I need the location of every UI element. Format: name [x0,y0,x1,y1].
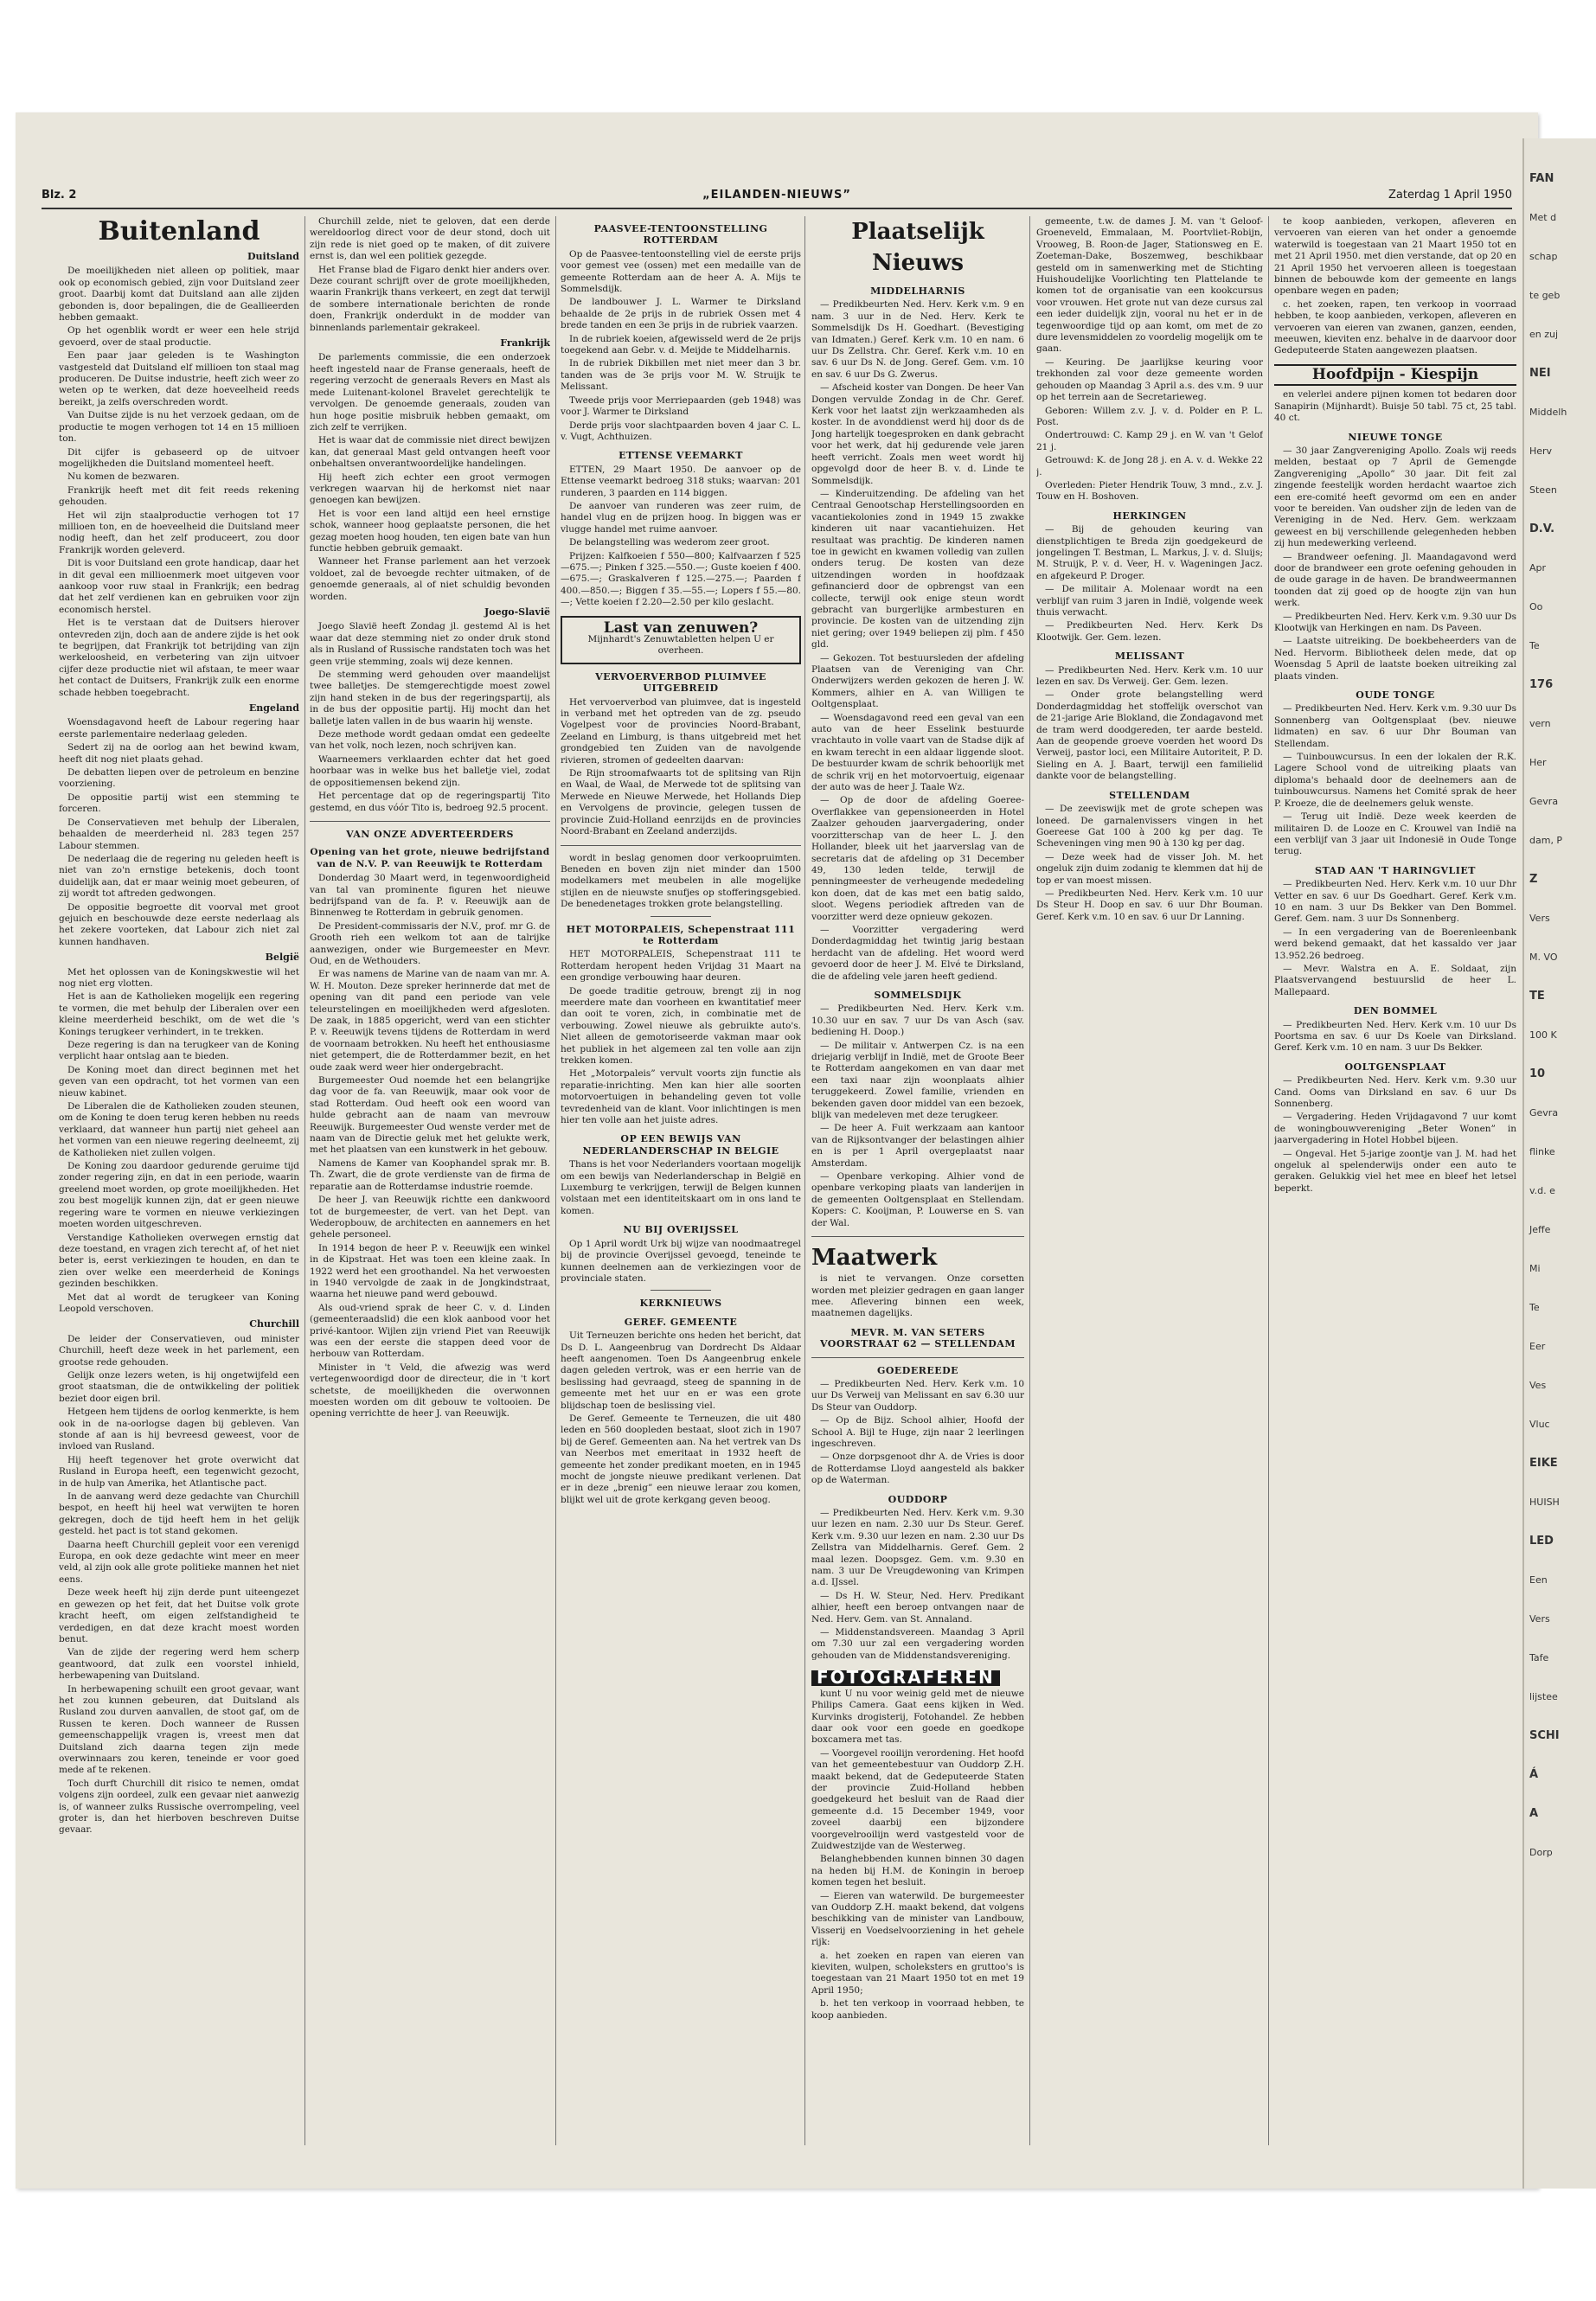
paragraph: In de rubriek Dikbillen met niet meer dan 3 br. tanden was de 3e prijs voor M. W. Struijk te Melissant. [561,358,801,393]
paragraph: Een paar jaar geleden is te Washington vastgesteld dat Duitsland elf millioen ton staal mag produceren. De Duitse industrie, heeft zich weer zo weten op te werken, dat deze hoeveelheid reeds bereikt, ja zelfs overschreden wordt. [59,350,299,407]
paragraph: Het is aan de Katholieken mogelijk een regering te vormen, die met behulp der Liberalen over een kleine meerderheid beschikt, om de wet die 's Konings terugkeer verhindert, in te trekken. [59,991,299,1037]
paragraph: De Koning moet dan direct beginnen met het geven van een opdracht, tot het vormen van een nieuw kabinet. [59,1064,299,1099]
adjacent-page-fragment: SCHI [1529,1729,1560,1742]
paragraph: — Predikbeurten Ned. Herv. Kerk Ds Klootwijk. Ger. Gem. lezen. [1036,620,1263,643]
page-number: Blz. 2 [42,189,77,202]
ad-address: MEVR. M. VAN SETERS VOORSTRAAT 62 — STELLENDAM [819,1326,1016,1350]
paragraph: Prijzen: Kalfkoeien f 550—800; Kalfvaarzen f 525—675.—; Pinken f 325.—550.—; Guste koeien f 400.—675.—; Graskalveren f 125.—275.—; Paarden f 400.—850.—; Biggen f 35.—55.—; Lopers f 55.—80.—; Vette koeien f 2.20—2.50 per kilo geslacht. [561,550,801,608]
adjacent-page-fragment: Vers [1529,1613,1550,1625]
article-frankrijk [310,352,550,603]
paragraph: — Predikbeurten Ned. Herv. Kerk v.m. 9.30 uur Ds Klootwijk van Herkingen en nam. Ds Paveen. [1274,611,1516,633]
paragraph: — 30 jaar Zangvereniging Apollo. Zoals wij reeds melden, bestaat op 7 April de Gemengde Zangvereniging „Apollo” 30 jaar. Dit feit zal zingende feestelijk worden herdacht waartoe zich een ere-comité heeft gevormd om een en ander voor te bereiden. Van oudsher zijn de leden van de Vereniging in de Ned. Herv. Gem. werkzaam geweest en bij verschillende gelegenheden hebben zij hun medewerking verleend. [1274,445,1516,549]
column-rule [304,216,305,2145]
paragraph: Belanghebbenden kunnen binnen 30 dagen na heden bij H.M. de Koningin in beroep komen tegen het besluit. [811,1854,1024,1888]
ad-text: Mijnhardt's Zenuwtabletten helpen U er overheen. [587,634,774,657]
subheading-frankrijk: Frankrijk [500,337,550,349]
paragraph: — Predikbeurten Ned. Herv. Kerk v.m. 10.30 uur en sav. 7 uur Ds van Asch (sav. bediening H. Doop.) [811,1003,1024,1038]
paragraph: Met het oplossen van de Koningskwestie wil het nog niet erg vlotten. [59,966,299,989]
paragraph: De Koning zou daardoor gedurende geruime tijd zonder regering zijn, en dat in een periode, waarin greelend moet worden, op grote moeilijkheden. Het zou best mogelijk kunnen zijn, dat er geen nieuwe regering ware te vormen en nieuwe verkiezingen moeten worden uitgeschreven. [59,1161,299,1230]
paragraph: Het is te verstaan dat de Duitsers hierover ontevreden zijn, doch aan de andere zijde is het ook te begrijpen, dat Frankrijk tot betrijding van zijn werkeloosheid, en verbetering van zijn uitvoer cijfer deze productie niet wil afstaan, te meer waar het contact de Duitsers, Frankrijk zulk een enorme schade hebben toegebracht. [59,618,299,698]
adjacent-page-fragment: Met d [1529,212,1557,223]
paragraph: — In een vergadering van de Boerenleenbank werd bekend gemaakt, dat het kassaldo ver jaar 13.952.26 bedroeg. [1274,926,1516,961]
paragraph: De Conservatieven met behulp der Liberalen, behaalden de meerderheid nl. 283 tegen 257 Labour stemmen. [59,817,299,851]
paragraph: — Eieren van waterwild. De burgemeester van Ouddorp Z.H. maakt bekend, dat volgens beschikking van de minister van Landbouw, Visserij en Voedselvoorziening in het gehele rijk: [811,1890,1024,1948]
paragraph: Hetgeen hem tijdens de oorlog kenmerkte, is hem ook in de na-oorlogse dagen bij gebleven. Van stonde af aan is hij bevreesd geweest, voor de invloed van Rusland. [59,1407,299,1452]
paragraph: — De militair v. Antwerpen Cz. is na een driejarig verblijf in Indië, met de Groote Beer te Rotterdam aangekomen en van daar met een taxi naar zijn woonplaats alhier teruggekeerd. Zowel familie, vrienden en bekenden gaven door middel van een bezoek, blijk van medeleven met deze terugkeer. [811,1040,1024,1121]
adjacent-page-fragment: Vers [1529,913,1550,924]
paragraph: Verstandige Katholieken overwegen ernstig dat deze toestand, en vragen zich terecht af, of het niet beter is, eerst verkiezingen te houden, en dan te zien over welke een meerderheid de Konings gezinden beschikken. [59,1232,299,1290]
paragraph: — Keuring. De jaarlijkse keuring voor trekhonden zal voor deze gemeente worden gehouden op Maandag 3 April a.s. des v.m. 9 uur op het terrein aan de Secretarieweg. [1036,356,1263,403]
subheading-joego-slavie: Joego-Slavië [484,606,550,618]
paragraph: De belangstelling was wederom zeer groot. [569,537,770,548]
paragraph: Tweede prijs voor Merriepaarden (geb 1948) was voor J. Warmer te Dirksland [561,394,801,418]
paragraph: In 1914 begon de heer P. v. Reeuwijk een winkel in de Kipstraat. Het was toen een kleine zaak. In 1922 werd het een groothandel. Na het verwoesten in 1940 vervolgde de zaak in de Jongkindstraat, waarna het nieuwe pand werd gebouwd. [310,1242,550,1300]
adjacent-page-fragment: vern [1529,718,1551,729]
paragraph: De Geref. Gemeente te Terneuzen, die uit 480 leden en 560 doopleden bestaat, sloot zich in 1907 bij de Geref. Gemeenten aan. Na het vertrek van Ds van Neerbos met emeritaat in 1932 heeft de gemeente het zonder predikant moeten, en in 1945 mocht de jongste nieuwe predikant verlenen. Dat er in deze „brenig” een nieuwe leraar zou komen, blijkt wel uit de grote kerkgang geven beoog. [561,1413,801,1505]
town-goedereede: GOEDEREEDE [876,1364,959,1376]
headline-overijssel: NU BIJ OVERIJSSEL [623,1224,739,1236]
paragraph: In de aanvang werd deze gedachte van Churchill bespot, en heeft hij heel wat verwijten te horen gekregen, doch de tijd heeft hem in het gelijk gesteld. het pact is tot stand gekomen. [59,1491,299,1537]
divider [561,845,801,846]
paragraph: Van Duitse zijde is nu het verzoek gedaan, om de productie te mogen verhogen tot 14 en 15 millioen ton. [59,410,299,445]
town-melissant: MELISSANT [1114,651,1185,663]
newspaper-page [16,112,1538,2189]
paragraph: — Predikbeurten Ned. Herv. Kerk v.m. 9.30 uur Ds Sonnenberg van Ooltgensplaat (bev. nieuwe lidmaten) en sav. 6 uur Dhr Bouman van Stellendam. [1274,703,1516,749]
paragraph: Op het ogenblik wordt er weer een hele strijd gevoerd, over de staal productie. [59,325,299,348]
paragraph: — Predikbeurten Ned. Herv. Kerk v.m. 10 uur Ds Poortsma en sav. 6 uur Ds Koele van Dirksland. Geref. Kerk v.m. 10 en nam. 3 uur Ds Bekker. [1274,1019,1516,1054]
headline-vervoerverbod: VERVOERVERBOD PLUIMVEE UITGEBREID [595,670,766,695]
paragraph: Waarneemers verklaarden echter dat het goed hoorbaar was in welke bus het balletje viel, zodat de oppositiemensen bekend zijn. [310,753,550,788]
adjacent-page-fragment: dam, P [1529,835,1563,846]
adjacent-page-fragment: lijstee [1529,1691,1558,1702]
paragraph: Joego Slavië heeft Zondag jl. gestemd Al is het waar dat deze stemming niet zo onder druk stond als in Rusland of Russische randstaten toch was het geen vrije stemming, zoals wij deze kennen. [310,621,550,667]
town-ouddorp: OUDDORP [888,1493,948,1505]
article-duitsland [59,266,299,699]
subheadline-geref-gemeente: GEREF. GEMEENTE [624,1316,738,1328]
paragraph: Op de Paasvee-tentoonstelling viel de eerste prijs voor gemest vee (ossen) met een medaille van de gemeente Rotterdam aan de heer A. A. Mijs te Sommelsdijk. [561,248,801,295]
town-stellendam: STELLENDAM [1109,789,1190,801]
paragraph: — De heer A. Fuit werkzaam aan kantoor van de Rijksontvanger der belastingen alhier en is per 1 April overgeplaatst naar Amsterdam. [811,1123,1024,1169]
paragraph: Het wil zijn staalproductie verhogen tot 17 millioen ton, en de hoeveelheid die Duitsland meer nodig heeft, dan het zelf produceert, zou door Frankrijk worden geleverd. [59,510,299,555]
paragraph: Met dat al wordt de terugkeer van Koning Leopold verschoven. [59,1292,299,1314]
paragraph: HET MOTORPALEIS, Schepenstraat 111 te Rotterdam heropent heden Vrijdag 31 Maart na een grondige verbouwing haar deuren. [561,949,801,984]
paragraph: — De militair A. Molenaar wordt na een verblijf van ruim 3 jaren in Indië, volgende week thuis verwacht. [1036,584,1263,618]
article-engeland [59,717,299,948]
paragraph: b. het ten verkoop in voorraad hebben, te koop aanbieden. [811,1998,1024,2021]
paragraph: Als oud-vriend sprak de heer C. v. d. Linden (gemeenteraadslid) die een klok aanbood voor het privé-kantoor. Wijlen zijn vriend Piet van Reeuwijk was een der eerste die stappen deed voor de herbouw van Rotterdam. [310,1302,550,1360]
paragraph: Thans is het voor Nederlanders voortaan mogelijk om een bewijs van Nederlanderschap in België en Luxemburg te verkrijgen, terwijl de Belgen kunnen volstaan met een identiteitskaart om in ons land te komen. [561,1159,801,1216]
paragraph: Toch durft Churchill dit risico te nemen, omdat volgens zijn oordeel, zulk een gevaar niet aanwezig is, of wanneer zulks Russische overrompeling, veel groter is, dan het hierboven beschreven Duitse gevaar. [59,1778,299,1836]
column-5 [1036,216,1263,2145]
paragraph: wordt in beslag genomen door verkoopruimten. Beneden en boven zijn niet minder dan 1500 modelkamers met meubelen in alle mogelijke stijlen en de nieuwste snufjes op stofferingsgebied. De benedenetages trokken grote belangstelling. [561,852,801,910]
divider [811,1357,1024,1358]
adjacent-page-fragment: v.d. e [1529,1185,1555,1196]
ad-maatwerk [811,1244,1024,1349]
town-nieuwe-tonge: NIEUWE TONGE [1348,431,1443,443]
paragraph: — Predikbeurten Ned. Herv. Kerk v.m. 10 uur Ds Verweij van Melissant en sav 6.30 uur Ds Steur van Ouddorp. [811,1378,1024,1413]
subheading-belgie: België [265,952,299,964]
adjacent-page-fragment: 10 [1529,1067,1546,1080]
paragraph: De landbouwer J. L. Warmer te Dirksland behaalde de 2e prijs in de rubriek Ossen met 4 brede tanden en een 3e prijs in de rubriek vaarzen. [561,297,801,331]
divider [310,821,550,822]
adjacent-page-fragment: schap [1529,251,1558,262]
subheadline-opening: Opening van het grote, nieuwe bedrijfstand van de N.V. P. van Reeuwijk te Rotterdam [310,847,550,869]
adjacent-page-fragment: HUISH [1529,1497,1560,1508]
paragraph: Hij heeft tegenover het grote overwicht dat Rusland in Europa heeft, een tegenwicht gezocht, in de hulp van Amerika, het Atlantische pact. [59,1454,299,1489]
divider [651,916,711,917]
paragraph: — Kinderuitzending. De afdeling van het Centraal Genootschap Herstellingsoorden en vacantiekolonies zond in 1949 15 zwakke kinderen uit naar vacantiehuizen. Het resultaat was prachtig. De kinderen namen toe in gewicht en kwamen volledig van zullen onders terug. De kosten van deze uitzendingen worden in hoofdzaak gefinancierd door de opbrengst van een collecte, terwijl ook enige steun wordt gebracht van burgerlijke armbesturen en provincie. De kosten van de uitzending zijn niet gering; over 1949 beliepen zij plm. f 450 gld. [811,488,1024,651]
column-2 [310,216,550,2145]
paragraph: Woensdagavond heeft de Labour regering haar eerste parlementaire nederlaag geleden. [59,717,299,740]
article-joego-slavie [310,621,550,814]
paragraph: Churchill zelde, niet te geloven, dat een derde wereldoorlog direct voor de deur stond, doch uit zijn rede is niet goed op te maken, of dit zuivere ernst is, dan wel een politiek gezegde. [310,216,550,262]
paragraph: — Voorgevel rooilijn verordening. Het hoofd van het gemeentebestuur van Ouddorp Z.H. maakt bekend, dat de Gedeputeerde Staten der provincie Zuid-Holland hebben goedgekeurd het besluit van de Raad dier gemeente d.d. 15 December 1949, voor zoveel daarbij een bijzondere voorgevelrooilijn werd vastgesteld voor de Zuidwestzijde van de Westerweg. [811,1747,1024,1851]
paragraph: Frankrijk heeft met dit feit reeds rekening gehouden. [59,484,299,508]
paragraph: Er was namens de Marine van de naam van mr. A. W. H. Mouton. Deze spreker herinnerde dat met de opening van dit pand een periode van vele teleurstelingen en moeilijkheden werd afgesloten. De zaak, in 1885 opgericht, werd van een stichter P. v. Reeuwijk tevens tijdens de Rotterdam in werd de voornaam betrokken. Nu heeft het enthousiasme niet getempert, die de Rotterdammer bezit, en het oude zaak werd weer hier ondergebracht. [310,969,550,1073]
ad-mijnhardt-zenuwtabletten [561,616,801,664]
paragraph: Uit Terneuzen berichte ons heden het bericht, dat Ds D. L. Aangeenbrug van Dordrecht Ds Aldaar heeft aangenomen. Toen Ds Aangeenbrug enkele dagen geleden vertrok, was er een herrie van de beslissing had gevraagd, steeg de spanning in de gemeente met het uur en er was een grote blijdschap toen de beslissing viel. [561,1330,801,1411]
adjacent-page-fragment: NEI [1529,367,1551,380]
paragraph: Het is waar dat de commissie niet direct bewijzen kan, dat generaal Mast geld ontvangen heeft voor onbehaltsen onverantwoordelijke handelingen. [310,435,550,470]
adjacent-page-fragment: LED [1529,1535,1554,1548]
paragraph: ETTEN, 29 Maart 1950. De aanvoer op de Ettense veemarkt bedroeg 318 stuks; waarvan: 201 runderen, 3 paarden en 114 biggen. [561,464,801,498]
paragraph: Daarna heeft Churchill gepleit voor een verenigd Europa, en ook deze gedachte wint meer en meer veld, al zijn ook alle grote politieke mannen het niet eens. [59,1539,299,1585]
paragraph: te koop aanbieden, verkopen, afleveren en vervoeren van eieren van het onder a genoemde waterwild is toegestaan van 21 Maart 1950 tot en met 21 April 1950. met dien verstande, dat op 20 en 21 April 1950 het vervoeren alleen is toegestaan binnen de bebouwde kom der gemeente en langs openbare wegen en paden; [1274,216,1516,297]
column-plaatselijk-nieuws [811,216,1024,2145]
column-rule [1268,216,1269,2145]
paragraph: Het Franse blad de Figaro denkt hier anders over. Deze courant schrijft over de grote moeilijkheden, waarin Frankrijk thans verkeert, en zegt dat terwijl de sombere internationale berichten de ronde doen, Frankrijk onderdukt in de modder van binnenlands parlementair gekrakeel. [310,264,550,333]
adjacent-page-fragment: Jeffe [1529,1224,1551,1235]
adjacent-page-fragment: Ves [1529,1380,1547,1391]
paragraph: De leider der Conservatieven, oud minister Churchill, heeft deze week in het parlement, een grootse rede gehouden. [59,1333,299,1368]
adjacent-page-fragment: Oo [1529,601,1543,612]
paragraph: Het is voor een land altijd een heel ernstige schok, wanneer hoog geplaatste personen, die het gezag moeten hoog houden, ten eigen bate van hun functie hebben gebruik gemaakt. [310,508,550,554]
adjacent-page-fragment: Een [1529,1574,1548,1586]
paragraph: — Onze dorpsgenoot dhr A. de Vries is door de Rotterdamse Lloyd aangesteld als bakker op de Waterman. [811,1452,1024,1486]
paragraph: — Terug uit Indië. Deze week keerden de militairen D. de Looze en C. Krouwel van Indië na een verblijf van 3 jaar uit Indonesië in Oude Tonge terug. [1274,811,1516,857]
paragraph: Het percentage dat op de regeringspartij Tito gestemd, en dus vóór Tito is, bedroeg 92.5 procent. [310,791,550,813]
paragraph: De oppositie begroette dit voorval met groot gejuich en beschouwde deze eerste nederlaag als het zekere voorteken, dat Labour zich niet zal kunnen handhaven. [59,901,299,947]
ad-sanapirin-text: en velerlei andere pijnen komen tot bedaren door Sanapirin (Mijnhardt). Buisje 50 tabl. 75 ct, 25 tabl. 40 ct. [1274,389,1516,424]
town-den-bommel: DEN BOMMEL [1353,1005,1438,1017]
paragraph: — Onder grote belangstelling werd Donderdagmiddag het stoffelijk overschot van de 21-jarige Arie Blokland, die Zondagavond met de tram werd doodgereden, ter aarde besteld. Aan de geopende groeve voerden het woord Ds Verweij, pastor loci, een Militaire Autoriteit, P. D. Sieling en A. J. Baart, terwijl een familielid dankte voor de belangstelling. [1036,689,1263,782]
headline-kerknieuws: KERKNIEUWS [639,1298,722,1310]
ad-fotograferen [811,1663,1024,1746]
paragraph: — De zeeviswijk met de grote schepen was loneed. De garnalenvissers vingen in het Goereese Gat 100 à 200 kg per dag. Te Scheveningen ving men 90 à 130 kg per dag. [1036,804,1263,849]
article-churchill [59,1334,299,1836]
paragraph: Wanneer het Franse parlement aan het verzoek voldoet, zal de bevoegde rechter uitmaken, of de genoemde generaals, al of niet schuldig bevonden worden. [310,556,550,602]
paragraph: — Ds H. W. Steur, Ned. Herv. Predikant alhier, heeft een beroep ontvangen naar de Ned. Herv. Gem. van St. Annaland. [811,1590,1024,1625]
paper-name: „EILANDEN-NIEUWS” [702,189,851,202]
adjacent-page-fragment: D.V. [1529,522,1555,535]
adjacent-page-fragment: Eer [1529,1341,1546,1352]
paragraph: Getrouwd: K. de Jong 28 j. en A. v. d. Wekke 22 j. [1036,455,1263,478]
paragraph: De Liberalen die de Katholieken zouden steunen, om de Koning te doen terug keren hebben nu reeds verklaard, dat wanneer hun partij niet geheel aan het vormen van een nieuwe regering deelneemt, zij de Katholieken niet zullen volgen. [59,1101,299,1158]
ad-sanapirin-title: Hoofdpijn - Kiespijn [1274,364,1516,386]
ad-text: is niet te vervangen. Onze corsetten worden met pleizier gedragen en gaan langer mee. Aflevering binnen een week, maatnemen dagelijks. [811,1273,1024,1319]
paragraph: Deze week heeft hij zijn derde punt uiteengezet en gewezen op het feit, dat het Duitse volk grote kracht heeft, om eigen zelfstandigheid te verdedigen, en dat deze kracht moest worden benut. [59,1587,299,1644]
adjacent-page-fragment: 100 K [1529,1029,1557,1041]
adjacent-page-fragment: te geb [1529,290,1561,301]
paragraph: — Tuinbouwcursus. In een der lokalen der R.K. Lagere School vond de uitreiking plaats van diploma's behaald door de deelnemers aan de tuinbouwcursus. Namens het Comité sprak de heer P. Kroeze, die de deelnemers geluk wenste. [1274,752,1516,809]
ad-title: FOTOGRAFEREN [811,1670,1000,1685]
page-header [42,187,1512,209]
paragraph: De debatten liepen over de petroleum en benzine voorziening. [59,767,299,790]
section-heading-buitenland: Buitenland [98,216,260,247]
ad-title: Maatwerk [811,1245,938,1272]
adjacent-page-fragment: Te [1529,640,1540,651]
paragraph: — Predikbeurten Ned. Herv. Kerk v.m. 9 en nam. 3 uur in de Ned. Herv. Kerk te Sommelsdijk Ds H. Goedhart. (Bevestiging van Idmaten.) Geref. Kerk v.m. 10 en nam. 6 uur Ds Zellstra. Chr. Geref. Kerk v.m. 10 en sav. 6 uur Ds N. de Jong. Geref. Gem. v.m. 10 en sav. 6 uur Ds G. Zwerus. [811,299,1024,380]
column-rule [555,216,556,2145]
subheading-engeland: Engeland [248,702,299,715]
adjacent-page-fragment: Gevra [1529,796,1559,807]
paragraph: In herbewapening schuilt een groot gevaar, want het zou kunnen gebeuren, dat Duitsland als Rusland zou durven aanvallen, de stoot gaf, om de Russen te keren. Doch wanneer de Russen gemeenschappelijk vragen is, vreest men dat Duitsland zich daarna tegen zijn mede overwinnaars zou keren, teneinde er voor goed mede af te rekenen. [59,1683,299,1776]
adjacent-page-fragment: Middelh [1529,407,1567,418]
adjacent-page-fragment: Steen [1529,484,1557,496]
paragraph: Donderdag 30 Maart werd, in tegenwoordigheid van tal van prominente figuren het nieuwe bedrijfspand van de fa. P. v. Reeuwijk aan de Binnenweg te Rotterdam in gebruik genomen. [310,873,550,919]
article-reeuwijk [310,873,550,1420]
column-3 [561,216,801,2145]
paragraph: — Brandweer oefening. Jl. Maandagavond werd door de brandweer een grote oefening gehouden in de oude garage in de haven. De brandweermannen toonden dat zij goed op de hoogte zijn van hun werk. [1274,551,1516,609]
town-middelharnis: MIDDELHARNIS [870,285,965,297]
paragraph: Hij heeft zich echter een groot vermogen verkregen waarvan hij de herkomst niet naar genoegen kan bewijzen. [310,471,550,506]
paragraph: Deze methode wordt gedaan omdat een gedeelte van het volk, noch lezen, noch schrijven kan. [310,729,550,752]
adjacent-page-edge [1522,138,1596,2189]
adjacent-page-fragment: Her [1529,757,1547,768]
town-sommelsdijk: SOMMELSDIJK [874,989,962,1001]
paragraph: De moeilijkheden niet alleen op politiek, maar ook op economisch gebied, zijn voor Duitsland zeer groot. Daarbij komt dat Duitsland aan alle zijden gebonden is, door bepalingen, die de Geallieerden hebben gemaakt. [59,266,299,324]
paragraph: Gelijk onze lezers weten, is hij ongetwijfeld een groot staatsman, die de ontwikkeling der politiek beziet door eigen bril. [59,1369,299,1404]
column-buitenland [59,216,299,2145]
paragraph: Op 1 April wordt Urk bij wijze van noodmaatregel bij de provincie Overijssel gevoegd, teneinde te kunnen deelnemen aan de verkiezingen voor de provinciale staten. [561,1238,801,1284]
paragraph: — Vergadering. Heden Vrijdagavond 7 uur komt de woningbouwvereniging „Beter Wonen” in jaarvergadering in Hotel Hobbel bijeen. [1274,1112,1516,1146]
paragraph: — Openbare verkoping. Alhier vond de openbare verkoping plaats van landerijen in de gemeenten Ooltgensplaat en Stellendam. Kopers: C. Kooijman, P. Louwerse en S. van der Wal. [811,1171,1024,1228]
paragraph: De heer J. van Reeuwijk richtte een dankwoord tot de burgemeester, de vert. van het Dept. van Wederopbouw, de architecten en aannemers en het gehele personeel. [310,1195,550,1240]
column-rule [804,216,805,2145]
paragraph: — Op de Bijz. School alhier, Hoofd der School A. Bijl te Huge, zijn naar 2 leerlingen ingeschreven. [811,1415,1024,1449]
adjacent-page-fragment: EIKE [1529,1457,1558,1470]
paragraph: Ondertrouwd: C. Kamp 29 j. en W. van 't Gelof 21 j. [1036,430,1263,452]
paragraph: De stemming werd gehouden over maandelijst twee balletjes. De stemgerechtigde moest zowel zijn hand steken in de bus der regeringspartij, als in de bus der oppositie partij. Hij mocht dan het balletje laten vallen in de bus waarin hij wenste. [310,670,550,727]
adjacent-page-fragment: Z [1529,873,1538,886]
paragraph: Burgemeester Oud noemde het een belangrijke dag voor de fa. van Reeuwijk, maar ook voor de stad Rotterdam. Oud heeft ook een woord van hulde gebracht aan de naam van mevrouw Reeuwijk. Burgemeester Oud wenste verder met de naam van de Directie geluk met het gelukte werk, met het plaatsen van een kunstwerk in het gebouw. [310,1075,550,1156]
paragraph: De parlements commissie, die een onderzoek heeft ingesteld naar de Franse generaals, heeft de regering verzocht de generaals Revers en Mast als mede Luitenant-kolonel Bravelet gerechtelijk te vervolgen. De genoemde generaals, zouden van hun hoge positie misbruik hebben gemaakt, om zich zelf te verrijken. [310,352,550,433]
headline-adverteerders: VAN ONZE ADVERTEERDERS [346,828,514,840]
paragraph: De nederlaag die de regering nu geleden heeft is niet van zo'n ernstige betekenis, doch toont duidelijk aan, dat er maar weinig moet gebeuren, of zij wordt tot aftreden gedwongen. [59,853,299,900]
section-heading-plaatselijk: Plaatselijk Nieuws [851,219,984,276]
paragraph: — Deze week had de visser Joh. M. het ongeluk zijn duim zodanig te klemmen dat hij de top er van moest missen. [1036,851,1263,886]
adjacent-page-fragment: A [1529,1807,1539,1820]
paragraph: — Mevr. Walstra en A. E. Soldaat, zijn Plaatsvervangend bestuurslid de heer L. Mallepaard. [1274,963,1516,997]
subheading-churchill: Churchill [249,1318,299,1330]
adjacent-page-fragment: Herv [1529,445,1553,457]
paragraph: — Middenstandsvereen. Maandag 3 April om 7.30 uur zal een vergadering worden gehouden van de Middenstandsvereniging. [811,1627,1024,1661]
adjacent-page-fragment: FAN [1529,172,1554,185]
paragraph: — Op de door de afdeling Goeree-Overflakkee van gepensioneerden in Hotel Zaalzer gehouden jaarvergadering, onder voorzitterschap van de heer L. J. den Hollander, bleek uit het jaarverslag van de secretaris dat de afdeling op 31 December 49, 130 leden telde, terwijl de penningmeester de verheugende mededeling kon doen, dat de kas met een batig saldo, sloot. Wegens periodiek aftreden van de voorzitter werd deze opnieuw gekozen. [811,795,1024,922]
ad-text: kunt U nu voor weinig geld met de nieuwe Philips Camera. Gaat eens kijken in Wed. Kurvinks drogisterij, Fotohandel. Ze hebben daar ook voor een goede en goedkope boxcamera met tas. [811,1688,1024,1746]
headline-ettense-veemarkt: ETTENSE VEEMARKT [619,450,743,462]
column-6 [1274,216,1516,2145]
paragraph: Deze regering is dan na terugkeer van de Koning verplicht haar ontslag aan te bieden. [59,1040,299,1062]
adjacent-page-fragment: Apr [1529,562,1547,574]
paragraph: Minister in 't Veld, die afwezig was werd vertegenwoordigd door de directeur, die in 't kort schetste, de moeilijkheden die overwonnen moesten worden om dit gebouw te voltooien. De opening verrichtte de heer J. van Reeuwijk. [310,1362,550,1420]
paragraph: — Predikbeurten Ned. Herv. Kerk v.m. 10 uur lezen en sav. Ds Verweij. Ger. Gem. lezen. [1036,664,1263,688]
paragraph: c. het zoeken, rapen, ten verkoop in voorraad hebben, te koop aanbieden, verkopen, afleveren en vervoeren van eieren van zwanen, ganzen, eenden, meeuwen, kieviten enz. behalve in de daarvoor door Gedeputeerde Staten aangewezen plaatsen. [1274,298,1516,356]
town-stad-aan-t-haringvliet: STAD AAN 'T HARINGVLIET [1315,864,1476,876]
paragraph: Nu komen de bezwaren. [67,471,180,483]
paragraph: De President-commissaris der N.V., prof. mr G. de Grooth rieh een welkom tot aan de talrijke aanwezigen, onder wie Burgemeester en Mevr. Oud, en de Wethouders. [310,920,550,966]
paragraph: Van de zijde der regering werd hem scherp geantwoord, dat zulk een voorstel inhield, herbewapening van Duitsland. [59,1647,299,1682]
adjacent-page-fragment: M. VO [1529,952,1558,963]
paragraph: — Predikbeurten Ned. Herv. Kerk v.m. 9.30 uur lezen en nam. 2.30 uur Ds Steur. Geref. Kerk v.m. 9.30 uur lezen en nam. 2.30 uur Ds Zellstra van Middelharnis. Geref. Gem. 2 maal lezen. Doopsgez. Gem. v.m. 9.30 en nam. 3 uur De Vreugdewoning van Krimpen a.d. IJssel. [811,1508,1024,1588]
town-oude-tonge: OUDE TONGE [1356,689,1435,702]
headline-motorpaleis: HET MOTORPALEIS, Schepenstraat 111 te Rotterdam [566,923,796,946]
divider [651,1290,711,1291]
paragraph: Geboren: Willem z.v. J. v. d. Polder en P. L. Post. [1036,405,1263,427]
paragraph: — Woensdagavond reed een geval van een auto van de heer Esselink bestuurde vrachtauto in volle vaart van de Stadse dijk af en kwam terecht in een aldaar liggende sloot. De bestuurder kwam de schrik behoorlijk met de schrik vrij en het motorvoertuig, eigenaar der auto was de heer J. Taale Wz. [811,712,1024,793]
paragraph: — Predikbeurten Ned. Herv. Kerk v.m. 9.30 uur Cand. Ooms van Dirksland en sav. 6 uur Ds Sonnenberg. [1274,1075,1516,1110]
adjacent-page-fragment: TE [1529,990,1545,1003]
adjacent-page-fragment: flinke [1529,1146,1555,1157]
paragraph: De oppositie partij wist een stemming te forceren. [59,792,299,815]
paragraph: — Bij de gehouden keuring van dienstplichtigen te Breda zijn goedgekeurd de jongelingen T. Bestman, L. Markus, J. v. d. Sluijs; M. Struijk, P. v. d. Veer, H. v. Wageningen Jacz. en afgekeurd P. Droger. [1036,524,1263,581]
adjacent-page-fragment: Tafe [1529,1652,1549,1663]
paragraph: Namens de Kamer van Koophandel sprak mr. B. Th. Zwart, die de grote verdienste van de firma de reparatie aan de Rotterdamse industrie roemde. [310,1157,550,1192]
adjacent-page-fragment: 176 [1529,678,1554,691]
paragraph: De goede traditie getrouw, brengt zij in nog meerdere mate dan voorheen en kwantitatief meer dan ooit te voren, zich, in combinatie met de verbouwing. Zowel nieuwe als gebruikte auto's. Niet alleen de gemotoriseerde vakman maar ook het publiek in het algemeen zal ten volle aan zijn trekken komen. [561,985,801,1066]
adjacent-page-fragment: Te [1529,1302,1540,1313]
paragraph: — Laatste uitreiking. De boekbeheerders van de Ned. Hervorm. Bibliotheek delen mede, dat op Woensdag 5 April de laatste boeken uitreiking zal plaats vinden. [1274,636,1516,682]
divider [811,1236,1024,1237]
adjacent-page-fragment: Gevra [1529,1107,1559,1118]
paragraph: De Rijn stroomafwaarts tot de splitsing van Rijn en Waal, de Waal, de Merwede tot de splitsing van Merwede en Nieuwe Merwede, het Hollands Diep en Vervolgens de provincie, gelegen tussen de provincie Zuid-Holland eenrzijds en de provincies Noord-Brabant en Zeeland anderzijds. [561,768,801,837]
paragraph: gemeente, t.w. de dames J. M. van 't Geloof-Groeneveld, Emmalaan, M. Poortvliet-Robijn, Vrooweg, B. Roon-de Jager, Stationsweg en E. Zoeteman-Dake, Boszemweg, beschikbaar gesteld om in samenwerking met de Stichting Huishoudelijke Voorlichting ten Plattelande te komen tot de organisatie van een kookcursus voor vrouwen. Het grote nut van deze cursus zal een ieder duidelijk zijn, vooral nu het er in de tegenwoordige tijd op aan komt, om met de zo dure levensmiddelen zo voordelig mogelijk om te gaan. [1036,216,1263,355]
subheading-duitsland: Duitsland [247,251,299,262]
paragraph: — Voorzitter vergadering werd Donderdagmiddag het twintig jarig bestaan herdacht van de afdeling. Het woord werd gevoerd door de heer J. M. Elvé te Dirksland, die de afdeling vele jaren heeft gediend. [811,924,1024,982]
paragraph: Overleden: Pieter Hendrik Touw, 3 mnd., z.v. J. Touw en H. Boshoven. [1036,479,1263,503]
town-herkingen: HERKINGEN [1112,510,1187,522]
paragraph: Derde prijs voor slachtpaarden boven 4 jaar C. L. v. Vugt, Achthuizen. [561,420,801,442]
issue-date: Zaterdag 1 April 1950 [1388,189,1512,202]
headline-nederlanderschap: OP EEN BEWIJS VAN NEDERLANDERSCHAP IN BELGIE [582,1133,779,1157]
paragraph: Dit is voor Duitsland een grote handicap, daar het in dit geval een millioenmerk moet uitgeven voor aankoop voor ruw staal in Frankrijk; een bedrag dat het zelf verdienen kan en gebruiken voor zijn economisch herstel. [59,558,299,615]
paragraph: Het „Motorpaleis” vervult voorts zijn functie als reparatie-inrichting. Men kan hier alle soorten motorvoertuigen in behandeling geven tot volle tevredenheid van de klant. Voor inlichtingen is men hier ten volle aan het juiste adres. [561,1068,801,1126]
paragraph: De aanvoer van runderen was zeer ruim, de handel vlug en de prijzen hoog. In biggen was er vlugge handel met ruime aanvoer. [561,500,801,535]
paragraph: a. het zoeken en rapen van eieren van kieviten, wulpen, scholeksters en gruttoo's is toegestaan van 21 Maart 1950 tot en met 19 April 1950; [811,1950,1024,1996]
paragraph: Dit cijfer is gebaseerd op de uitvoer mogelijkheden die Duitsland momenteel heeft. [59,446,299,469]
paragraph: — Afscheid koster van Dongen. De heer Van Dongen vervulde Zondag in de Chr. Geref. Kerk voor het laatst zijn werkzaamheden als koster. In de avonddienst werd hij door ds de Jong hartelijk toegesproken en dank gebracht voor het werk, dat hij gedurende vele jaren heeft verricht. Zoals men weet wordt hij opgevolgd door de heer B. v. d. Linde te Sommelsdijk. [811,382,1024,486]
paragraph: In de rubriek koeien, afgewisseld werd de 2e prijs toegekend aan Gebr. v. d. Meijde te Middelharnis. [561,333,801,356]
ad-title: Last van zenuwen? [603,619,759,637]
adjacent-page-fragment: Dorp [1529,1847,1553,1858]
paragraph: — Gekozen. Tot bestuursleden der afdeling Plaatsen van de Vereniging van Chr. Onderwijzers werden gekozen de heren J. W. Kommers, alhier en A. van Willigen te Ooltgensplaat. [811,652,1024,710]
adjacent-page-fragment: Vluc [1529,1419,1550,1430]
paragraph: Sedert zij na de oorlog aan het bewind kwam, heeft dit nog niet plaats gehad. [59,742,299,765]
adjacent-page-fragment: Mi [1529,1263,1541,1274]
adjacent-page-fragment: en zuj [1529,329,1559,340]
town-ooltgensplaat: OOLTGENSPLAAT [1344,1061,1446,1073]
column-rule [1029,216,1030,2145]
adjacent-page-fragment: Á [1529,1768,1539,1781]
headline-paasvee: PAASVEE-TENTOONSTELLING ROTTERDAM [593,223,768,247]
paragraph: — Predikbeurten Ned. Herv. Kerk v.m. 10 uur Ds Steur H. Doop en sav. 6 uur Dhr Bouman. Geref. Kerk v.m. 10 en sav. 6 uur Dr Lanning. [1036,888,1263,922]
paragraph: Het vervoerverbod van pluimvee, dat is ingesteld in verband met het optreden van de zg. pseudo Vogelpest voor de provincies Noord-Brabant, Zeeland en Limburg, is thans uitgebreid met het grondgebied ten Zuiden van de navolgende rivieren, stromen of gedeelten daarvan: [561,696,801,766]
paragraph: — Predikbeurten Ned. Herv. Kerk v.m. 10 uur Dhr Vetter en sav. 6 uur Ds Goedhart. Geref. Kerk v.m. 10 en nam. 3 uur Ds Bekker van Den Bommel. Geref. Gem. nam. 3 uur Ds Sonnenberg. [1274,879,1516,925]
article-belgie [59,967,299,1316]
paragraph: — Ongeval. Het 5-jarige zoontje van J. M. had het ongeluk al spelenderwijs onder een auto te geraken. Gelukkig viel het mee en bleef het letsel beperkt. [1274,1148,1516,1194]
